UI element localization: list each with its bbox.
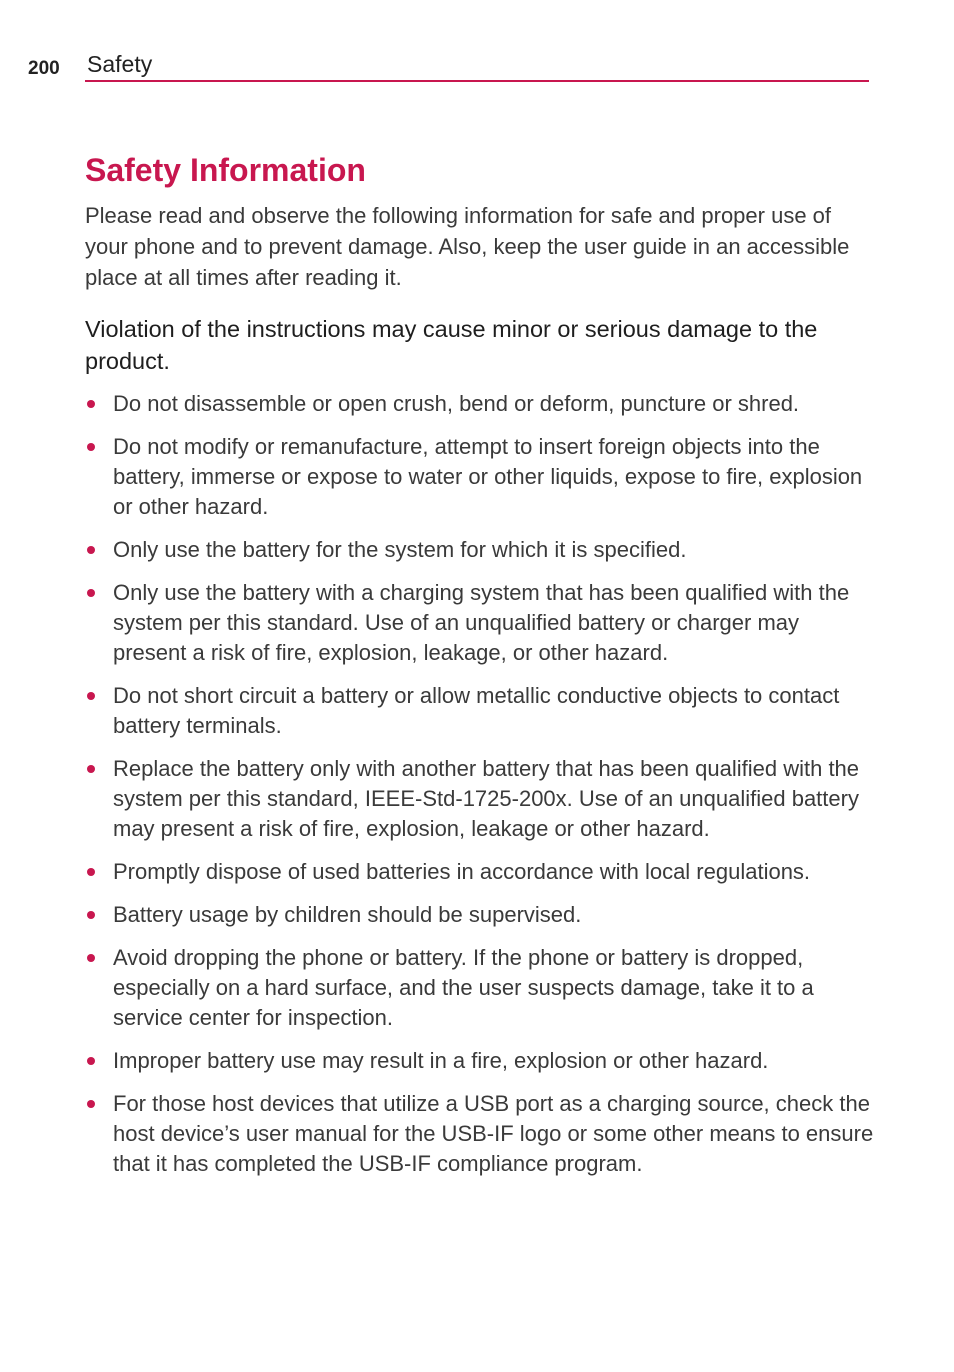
bullet-icon — [87, 443, 95, 451]
page-title: Safety Information — [85, 152, 366, 188]
list-item — [85, 754, 875, 844]
page-number: 200 — [28, 58, 60, 79]
list-item-text: Avoid dropping the phone or battery. If the phone or battery is dropped, especially on a hard surface, and the user suspects damage, take it to a service center for inspection. — [113, 945, 814, 1030]
bullet-icon — [87, 589, 95, 597]
list-item — [85, 943, 875, 1033]
page-content — [85, 148, 875, 1192]
list-item — [85, 900, 875, 930]
list-item — [85, 1089, 875, 1179]
list-item — [85, 857, 875, 887]
list-item-text: Battery usage by children should be supervised. — [113, 902, 582, 927]
list-item-text: Do not short circuit a battery or allow metallic conductive objects to contact battery terminals. — [113, 683, 840, 738]
bullet-icon — [87, 1057, 95, 1065]
list-item — [85, 578, 875, 668]
safety-bullet-list — [85, 389, 875, 1179]
bullet-icon — [87, 954, 95, 962]
list-item-text: Promptly dispose of used batteries in accordance with local regulations. — [113, 859, 811, 884]
header-divider — [85, 80, 869, 82]
bullet-icon — [87, 765, 95, 773]
bullet-icon — [87, 868, 95, 876]
list-item — [85, 389, 875, 419]
list-item-text: Replace the battery only with another battery that has been qualified with the system per this standard, IEEE-Std-1725-200x. Use of an unqualified battery may present a risk of fire, explosion, leakage or other hazard. — [113, 756, 860, 841]
bullet-icon — [87, 692, 95, 700]
warning-subheading: Violation of the instructions may cause minor or serious damage to the product. — [85, 316, 818, 374]
bullet-icon — [87, 1100, 95, 1108]
list-item-text: For those host devices that utilize a USB port as a charging source, check the host device’s user manual for the USB-IF logo or some other means to ensure that it has completed the USB-IF compliance program. — [113, 1091, 874, 1176]
list-item-text: Only use the battery for the system for which it is specified. — [113, 537, 687, 562]
list-item-text: Improper battery use may result in a fire, explosion or other hazard. — [113, 1048, 769, 1073]
bullet-icon — [87, 400, 95, 408]
list-item-text: Do not disassemble or open crush, bend or deform, puncture or shred. — [113, 391, 800, 416]
bullet-icon — [87, 911, 95, 919]
list-item-text: Do not modify or remanufacture, attempt to insert foreign objects into the battery, immerse or expose to water or other liquids, expose to fire, explosion or other hazard. — [113, 434, 863, 519]
list-item — [85, 681, 875, 741]
list-item-text: Only use the battery with a charging system that has been qualified with the system per this standard. Use of an unqualified battery or charger may present a risk of fire, explosion, leakage, or other hazard. — [113, 580, 850, 665]
bullet-icon — [87, 546, 95, 554]
list-item — [85, 432, 875, 522]
list-item — [85, 535, 875, 565]
section-header: Safety — [87, 51, 153, 77]
list-item — [85, 1046, 875, 1076]
intro-paragraph: Please read and observe the following information for safe and proper use of your phone and to prevent damage. Also, keep the user guide in an accessible place at all times after reading it. — [85, 203, 850, 290]
